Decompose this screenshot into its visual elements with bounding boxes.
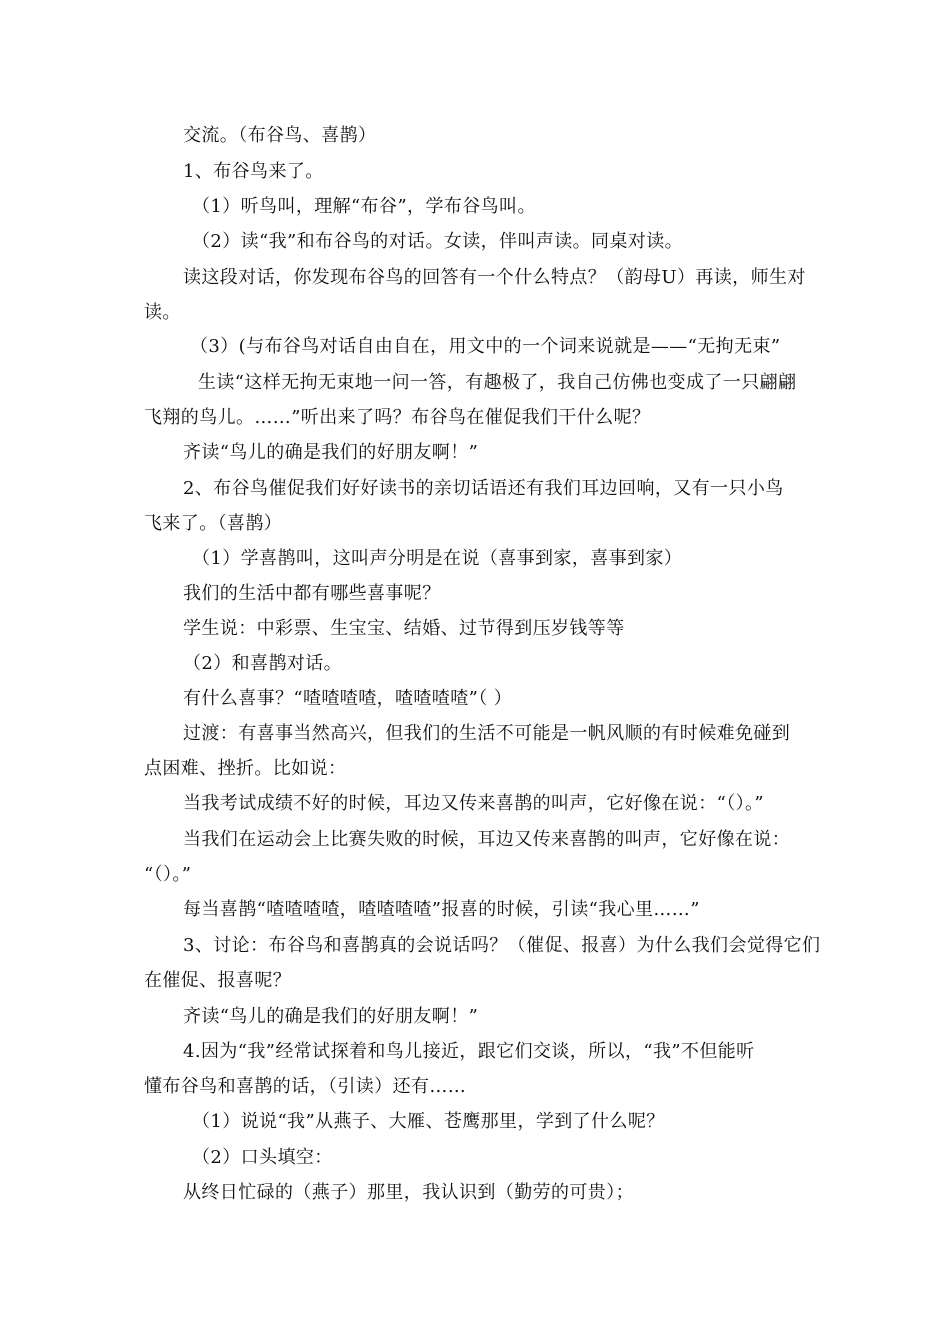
paragraph-line: 飞来了。（喜鹊） (144, 513, 283, 534)
paragraph-line: （1）说说“我”从燕子、大雁、苍鹰那里，学到了什么呢？ (192, 1111, 665, 1132)
paragraph-line: 有什么喜事？“喳喳喳喳，喳喳喳喳”（ ） (183, 688, 513, 709)
paragraph-line: （2）读“我”和布谷鸟的对话。女读，伴叫声读。同桌对读。 (192, 231, 684, 252)
paragraph-line: 点困难、挫折。比如说： (144, 758, 347, 779)
paragraph-line: 齐读“鸟儿的确是我们的好朋友啊！” (183, 442, 479, 463)
paragraph-line: （1）学喜鹊叫，这叫声分明是在说（喜事到家，喜事到家） (192, 548, 683, 569)
paragraph-line: （3）(与布谷鸟对话自由自在，用文中的一个词来说就是——“无拘无束” (190, 336, 781, 357)
paragraph-line: 从终日忙碌的（燕子）那里，我认识到（勤劳的可贵）； (183, 1182, 634, 1203)
paragraph-line: 齐读“鸟儿的确是我们的好朋友啊！” (183, 1006, 479, 1027)
paragraph-line: 飞翔的鸟儿。……”听出来了吗？布谷鸟在催促我们干什么呢？ (144, 407, 651, 428)
paragraph-line: 我们的生活中都有哪些喜事呢？ (183, 583, 441, 604)
paragraph-line: 每当喜鹊“喳喳喳喳，喳喳喳喳”报喜的时候，引读“我心里……” (183, 899, 700, 920)
paragraph-line: （2）和喜鹊对话。 (183, 653, 343, 674)
paragraph-line: 读这段对话，你发现布谷鸟的回答有一个什么特点？（韵母U）再读，师生对 (183, 267, 806, 288)
paragraph-line: 过渡：有喜事当然高兴，但我们的生活不可能是一帆风顺的有时候难免碰到 (183, 723, 791, 744)
paragraph-line: 3、讨论：布谷鸟和喜鹊真的会说话吗？（催促、报喜）为什么我们会觉得它们 (183, 935, 821, 956)
paragraph-line: 4.因为“我”经常试探着和鸟儿接近，跟它们交谈，所以，“我”不但能听 (183, 1041, 755, 1062)
paragraph-line: 当我考试成绩不好的时候，耳边又传来喜鹊的叫声，它好像在说：“（）。” (183, 793, 765, 814)
paragraph-line: 当我们在运动会上比赛失败的时候，耳边又传来喜鹊的叫声，它好像在说： (183, 829, 791, 850)
paragraph-line: 懂布谷鸟和喜鹊的话，（引读）还有…… (144, 1076, 467, 1097)
paragraph-line: 1、布谷鸟来了。 (183, 161, 324, 182)
paragraph-line: “（）。” (144, 864, 192, 885)
paragraph-line: 生读“这样无拘无束地一问一答，有趣极了，我自己仿佛也变成了一只翩翩 (198, 372, 797, 393)
paragraph-line: （1）听鸟叫，理解“布谷”，学布谷鸟叫。 (192, 196, 536, 217)
paragraph-line: 学生说：中彩票、生宝宝、结婚、过节得到压岁钱等等 (183, 618, 625, 639)
paragraph-line: 2、布谷鸟催促我们好好读书的亲切话语还有我们耳边回响，又有一只小鸟 (183, 478, 784, 499)
paragraph-line: 读。 (144, 302, 181, 323)
paragraph-line: （2）口头填空： (192, 1147, 333, 1168)
paragraph-line: 交流。（布谷鸟、喜鹊） (183, 125, 377, 146)
paragraph-line: 在催促、报喜呢？ (144, 970, 292, 991)
